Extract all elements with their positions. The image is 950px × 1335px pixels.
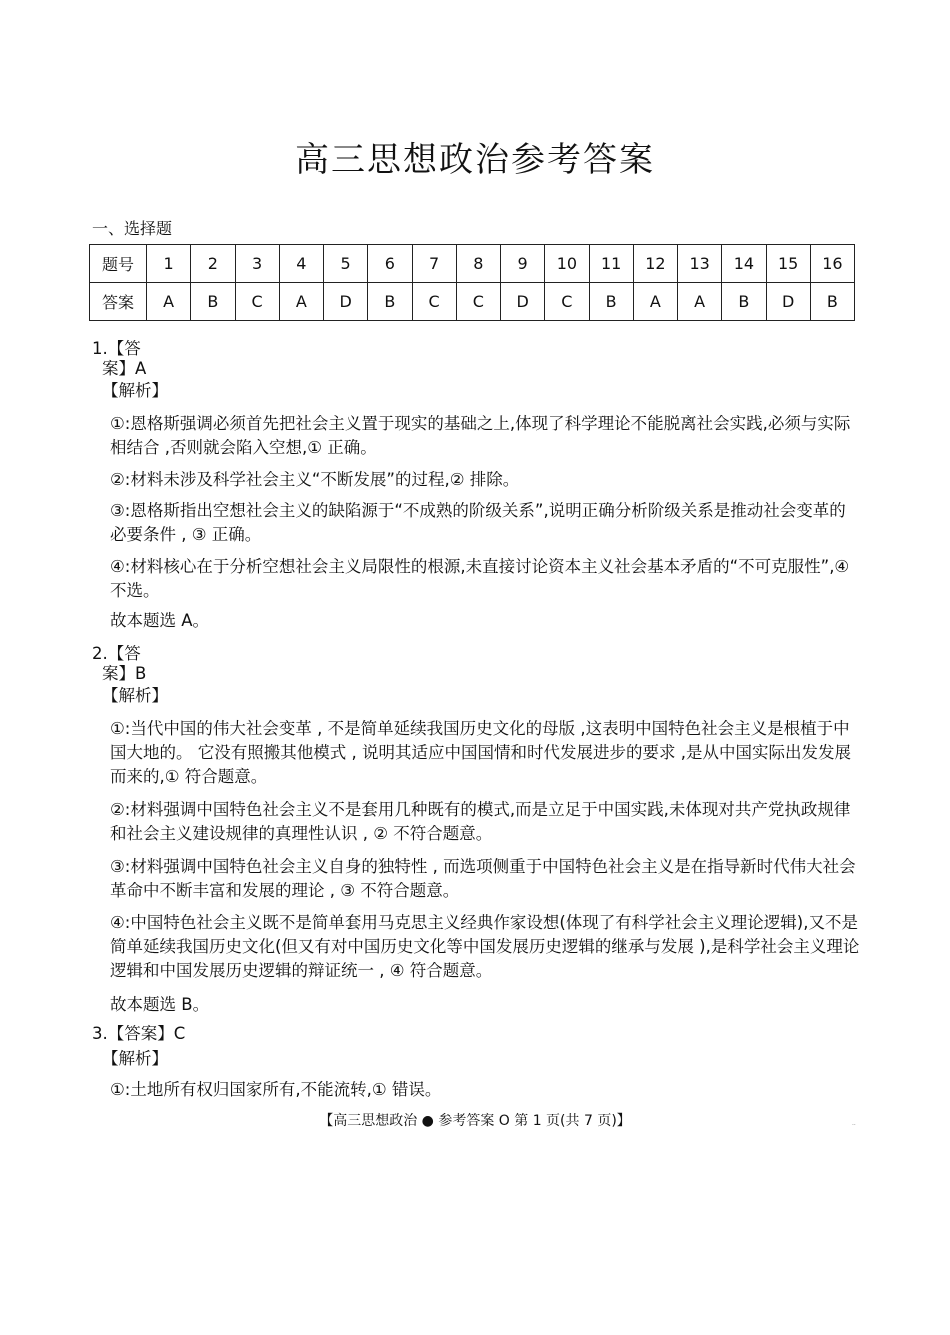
scan-mark: ..: [852, 1120, 856, 1127]
question-number: 2.【答: [92, 644, 141, 663]
question-number-cell: 1: [147, 245, 191, 283]
question-number-cell: 7: [412, 245, 456, 283]
answer-label: 3.【答案】C: [92, 1024, 186, 1043]
question-number-cell: 16: [810, 245, 854, 283]
answer-cell: D: [766, 283, 810, 321]
answer-cell: A: [633, 283, 677, 321]
analysis-paragraph: ①:土地所有权归国家所有,不能流转,① 错误。: [110, 1080, 442, 1099]
analysis-label: 【解析】: [102, 1049, 168, 1068]
answer-cell: B: [191, 283, 235, 321]
conclusion: 故本题选 B。: [110, 995, 210, 1014]
question-number-cell: 9: [501, 245, 545, 283]
analysis-paragraph: ③:恩格斯指出空想社会主义的缺陷源于“不成熟的阶级关系”,说明正确分析阶级关系是推动社会变革的必要条件 , ③ 正确。: [110, 501, 846, 544]
page-footer: 【高三思想政治 ● 参考答案 O 第 1 页(共 7 页)】: [319, 1113, 631, 1129]
analysis-paragraph: ②:材料未涉及科学社会主义“不断发展”的过程,② 排除。: [110, 470, 520, 489]
question-number-cell: 4: [279, 245, 323, 283]
answer-cell: B: [589, 283, 633, 321]
analysis-paragraph: ③:材料强调中国特色社会主义自身的独特性 , 而选项侧重于中国特色社会主义是在指导新时代伟大社会革命中不断丰富和发展的理论 , ③ 不符合题意。: [110, 857, 856, 900]
answer-cell: C: [235, 283, 279, 321]
conclusion: 故本题选 A。: [110, 611, 210, 630]
analysis-label: 【解析】: [102, 381, 168, 400]
question-number-cell: 11: [589, 245, 633, 283]
answer-label: 案】B: [102, 664, 147, 683]
analysis-paragraph: ②:材料强调中国特色社会主义不是套用几种既有的模式,而是立足于中国实践,未体现对共产党执政规律和社会主义建设规律的真理性认识 , ② 不符合题意。: [110, 800, 851, 843]
analysis-paragraph: ④:材料核心在于分析空想社会主义局限性的根源,未直接讨论资本主义社会基本矛盾的“不可克服性”,④ 不选。: [110, 557, 850, 600]
question-number-cell: 10: [545, 245, 589, 283]
question-number-row: [90, 245, 855, 283]
question-number-cell: 3: [235, 245, 279, 283]
section-heading: 一、选择题: [92, 219, 173, 238]
answer-cell: A: [279, 283, 323, 321]
question-number-cell: 15: [766, 245, 810, 283]
question-number-cell: 8: [456, 245, 500, 283]
question-number-cell: 14: [722, 245, 766, 283]
question-number-cell: 13: [678, 245, 722, 283]
answer-cell: C: [545, 283, 589, 321]
answer-cell: B: [722, 283, 766, 321]
answer-row: [90, 283, 855, 321]
answer-cell: A: [147, 283, 191, 321]
row-label-number: 题号: [90, 245, 147, 283]
analysis-label: 【解析】: [102, 686, 168, 705]
question-number: 1.【答: [92, 339, 141, 358]
analysis-paragraph: ①:当代中国的伟大社会变革 , 不是简单延续我国历史文化的母版 ,这表明中国特色社会主义是根植于中国大地的。 它没有照搬其他模式 , 说明其适应中国国情和时代发展进步的要求 ,是从中国实际出发发展而来的,① 符合题意。: [110, 719, 851, 786]
page-title: 高三思想政治参考答案: [295, 140, 655, 180]
question-number-cell: 12: [633, 245, 677, 283]
analysis-paragraph: ④:中国特色社会主义既不是简单套用马克思主义经典作家设想(体现了有科学社会主义理论逻辑),又不是简单延续我国历史文化(但又有对中国历史文化等中国发展历史逻辑的继承与发展 ),是科学社会主义理论逻辑和中国发展历史逻辑的辩证统一 , ④ 符合题意。: [110, 913, 860, 980]
answer-cell: A: [678, 283, 722, 321]
question-number-cell: 5: [324, 245, 368, 283]
answer-cell: D: [324, 283, 368, 321]
question-number-cell: 6: [368, 245, 412, 283]
answer-cell: D: [501, 283, 545, 321]
answer-cell: C: [412, 283, 456, 321]
answer-cell: B: [810, 283, 854, 321]
question-number-cell: 2: [191, 245, 235, 283]
answer-label: 案】A: [102, 359, 147, 378]
answer-cell: C: [456, 283, 500, 321]
answer-cell: B: [368, 283, 412, 321]
row-label-answer: 答案: [90, 283, 147, 321]
answer-table: [89, 244, 855, 321]
analysis-paragraph: ①:恩格斯强调必须首先把社会主义置于现实的基础之上,体现了科学理论不能脱离社会实践,必须与实际相结合 ,否则就会陷入空想,① 正确。: [110, 414, 851, 457]
